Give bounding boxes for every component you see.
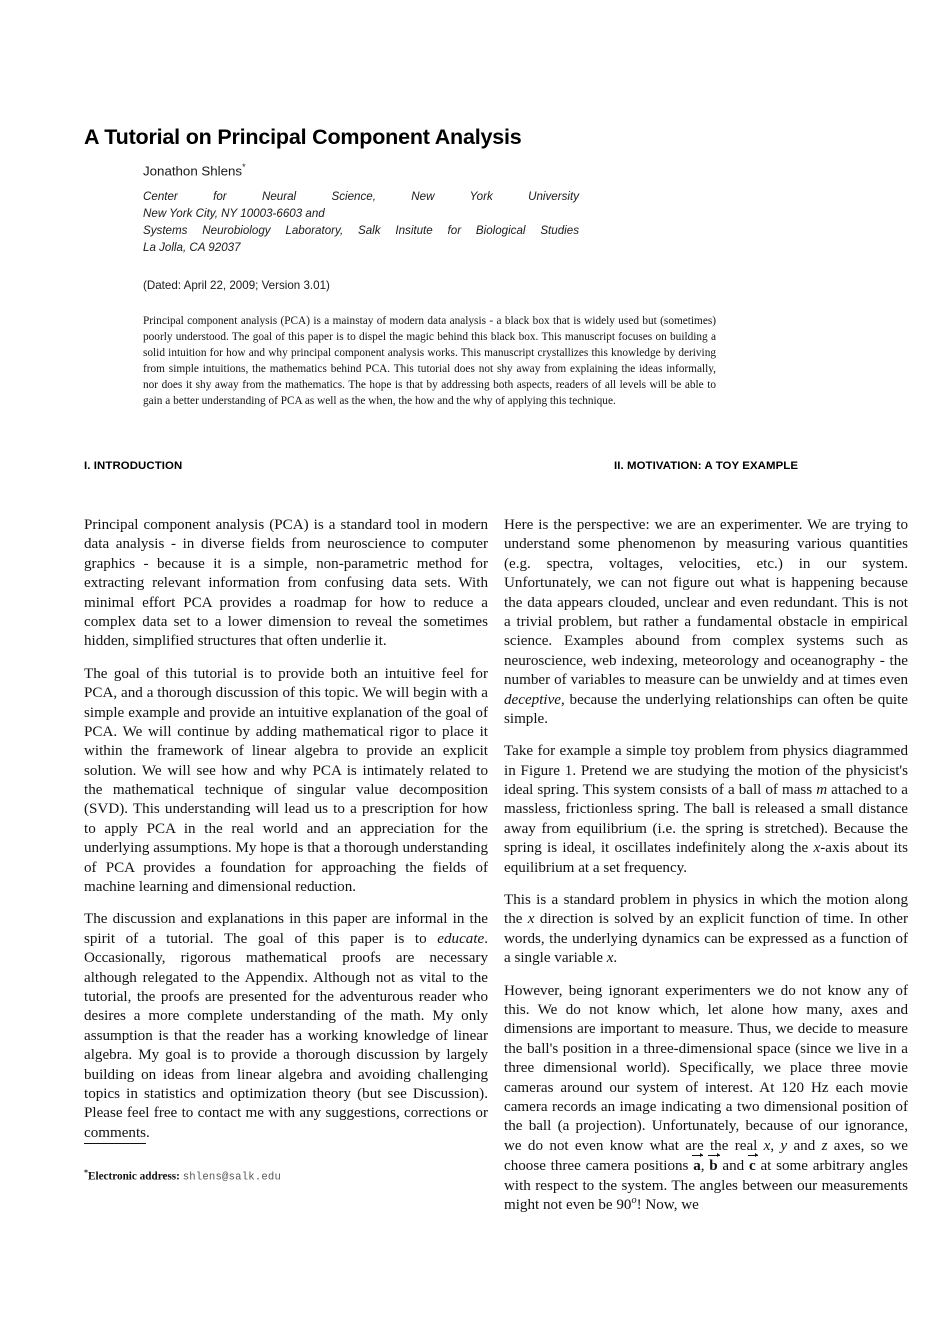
math-variable-x: x — [606, 950, 614, 967]
paragraph-segment: at some arbitrary angles with respect to the system. The angles between our measurements might not even be 90 — [504, 1158, 908, 1213]
math-variable-x: x — [763, 1137, 771, 1154]
author-footnote-marker: * — [242, 162, 246, 172]
footnote-label: Electronic address: — [88, 1170, 180, 1183]
abstract-text: Principal component analysis (PCA) is a mainstay of modern data analysis - a black box that is widely used but (sometimes) poorly understood. The goal of this paper is to dispel the magic behind this black box. This manuscript focuses on building a solid intuition for how and why principal component analysis works. This manuscript crystallizes this knowledge by deriving from simple intuitions, the mathematics behind PCA. This tutorial does not shy away from explaining the ideas informally, nor does it shy away from the mathematics. The hope is that by addressing both aspects, readers of all levels will be able to gain a better understanding of PCA as well as the when, the how and the why of applying this technique. — [143, 315, 716, 408]
paragraph-segment: This is a standard problem in physics in which the motion along the — [504, 892, 908, 928]
paragraph — [504, 982, 908, 1216]
paragraph — [84, 910, 488, 1143]
paragraph-segment: . Occasionally, rigorous mathematical proofs are necessary although relegated to the Appendix. Although not as vital to the tutorial, the proofs are presented for the adventurous reader who desires a more complete understanding of the math. My only assumption is that the reader has a working knowledge of linear algebra. My goal is to provide a thorough discussion by largely building on ideas from linear algebra and avoiding challenging topics in statistics and optimization theory (but see Discussion). Please feel free to contact me with any suggestions, corrections or comments. — [84, 930, 488, 1141]
section-heading-motivation: II. MOTIVATION: A TOY EXAMPLE — [613, 460, 799, 472]
affiliation-line-2: New York City, NY 10003-6603 and — [143, 207, 325, 221]
paragraph-segment: The discussion and explanations in this paper are informal in the spirit of a tutorial. The goal of this paper is to — [84, 911, 488, 947]
author-name-text: Jonathon Shlens — [143, 163, 243, 179]
degree-superscript: o — [631, 1194, 637, 1206]
math-variable-x: x — [813, 840, 821, 857]
paragraph — [504, 516, 908, 729]
math-variable-m: m — [816, 782, 828, 799]
math-variable-z: z — [821, 1137, 828, 1154]
footnote-marker: * — [84, 1168, 88, 1177]
paragraph-segment: , — [700, 1158, 710, 1175]
page-title: A Tutorial on Principal Component Analysis — [84, 125, 522, 150]
math-variable-x: x — [527, 911, 535, 928]
paragraph-segment: attached to a massless, frictionless spring. The ball is released a small distance away from equilibrium (i.e. the spring is stretched). Because the spring is ideal, it oscillates indefinitely along the — [504, 782, 908, 857]
footnote-divider — [84, 1143, 146, 1144]
footnote-email-link[interactable]: shlens@salk.edu — [182, 1171, 282, 1184]
author-name — [143, 162, 246, 178]
vector-a-icon: a — [693, 1156, 701, 1176]
paragraph-segment: axes, so we choose three camera positions — [504, 1137, 909, 1175]
paragraph-segment: . — [613, 950, 618, 967]
left-column — [84, 460, 488, 1143]
paragraph-segment: direction is solved by an explicit function of time. In other words, the underlying dynamics can be expressed as a function of a single variable — [504, 911, 908, 967]
paragraph-segment: Take for example a simple toy problem from physics diagrammed in Figure 1. Pretend we are studying the motion of the physicist's ideal spring. This system consists of a ball of mass — [504, 743, 908, 799]
paragraph-segment: -axis about its equilibrium at a set frequency. — [504, 840, 908, 876]
vector-b-icon: b — [709, 1156, 717, 1176]
emphasis-deceptive: deceptive — [504, 691, 561, 708]
emphasis-educate: educate — [437, 930, 485, 947]
paragraph-segment: However, being ignorant experimenters we do not know any of this. We do not know which, let alone how many, axes and dimensions are important to measure. Thus, we decide to measure the ball's position in a three-dimensional space (since we live in a three dimensional world). Specifically, we place three movie cameras around our system of interest. At 120 Hz each movie camera records an image indicating a two dimensional position of the ball (a projection). Unfortunately, because of our ignorance, we do not even know what are the real — [504, 982, 908, 1154]
paragraph: The goal of this tutorial is to provide both an intuitive feel for PCA, and a thorough discussion of this topic. We will begin with a simple example and provide an intuitive explanation of the goal of PCA. We will continue by adding mathematical rigor to place it within the framework of linear algebra to provide an explicit solution. We will see how and why PCA is intimately related to the mathematical technique of singular value decomposition (SVD). This understanding will lead us to a prescription for how to apply PCA in the real world and an appreciation for the underlying assumptions. My hope is that a thorough understanding of PCA provides a foundation for approaching the fields of machine learning and dimensional reduction. — [84, 665, 488, 896]
paragraph — [504, 742, 908, 878]
section-heading-introduction: I. INTRODUCTION — [84, 460, 183, 472]
math-variable-y: y — [780, 1137, 788, 1154]
affiliation-line-1: Center for Neural Science, New York University — [143, 190, 579, 203]
paragraph: Principal component analysis (PCA) is a standard tool in modern data analysis - in diverse fields from neuroscience to computer graphics - because it is a simple, non-parametric method for extracting relevant information from confusing data sets. With minimal effort PCA provides a roadmap for how to reduce a complex data set to a lower dimension to reveal the sometimes hidden, simplified structures that often underlie it. — [84, 517, 488, 650]
paragraph-segment: ! Now, we — [636, 1196, 699, 1213]
paragraph-segment: and — [787, 1137, 822, 1154]
affiliation-line-3: Systems Neurobiology Laboratory, Salk Insitute for Biological Studies — [143, 224, 579, 238]
paragraph — [504, 891, 908, 969]
footnote-electronic-address — [84, 1168, 488, 1186]
right-column — [504, 460, 908, 1215]
affiliation-line-4: La Jolla, CA 92037 — [143, 241, 241, 255]
paragraph-segment: Here is the perspective: we are an experimenter. We are trying to understand some phenomenon by measuring various quantities (e.g. spectra, voltages, velocities, etc.) in our system. Unfortunately, we can not figure out what is happening because the data appears clouded, unclear and even redundant. This is not a trivial problem, but rather a fundamental obstacle in empirical science. Examples abound from complex systems such as neuroscience, web indexing, meteorology and oceanography - the number of variables to measure can be unwieldy and at times even — [504, 517, 908, 689]
paragraph-segment: , because the underlying relationships can often be quite simple. — [504, 691, 908, 727]
paragraph-segment: , — [770, 1137, 781, 1154]
dated-line: (Dated: April 22, 2009; Version 3.01) — [143, 279, 330, 292]
paragraph-segment: and — [717, 1158, 749, 1175]
vector-c-icon: c — [749, 1156, 756, 1176]
affiliation-block — [143, 188, 579, 256]
